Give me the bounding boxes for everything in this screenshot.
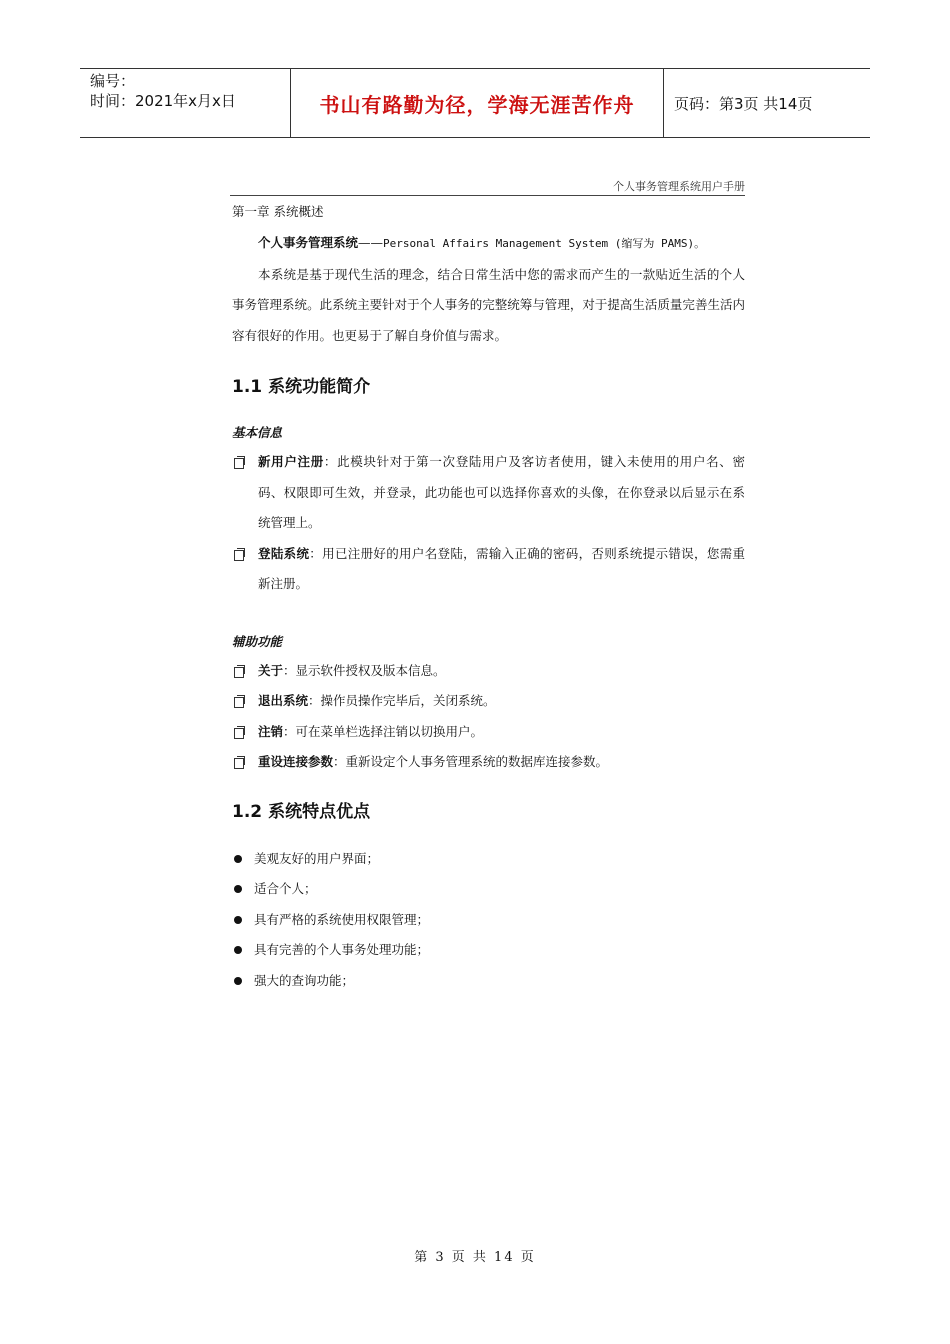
list-item <box>232 447 745 539</box>
page-footer: 第 3 页 共 14 页 <box>414 1250 536 1265</box>
feature-text: 美观友好的用户界面； <box>254 850 380 866</box>
feature-item <box>232 966 745 997</box>
item-label: 注销 <box>258 723 284 739</box>
feature-text: 具有完善的个人事务处理功能； <box>254 942 430 957</box>
item-label: 关于 <box>258 662 284 678</box>
checkbox-bullet-icon <box>234 697 244 708</box>
list-item <box>232 539 745 600</box>
bullet-dot-icon <box>234 977 242 985</box>
bullet-dot-icon <box>234 916 242 924</box>
section-heading-1-1 <box>232 375 745 399</box>
intro-dash: —— <box>358 235 384 250</box>
checkbox-bullet-icon <box>234 458 244 469</box>
section-heading-1-2 <box>232 800 745 824</box>
bullet-dot-icon <box>234 855 242 863</box>
feature-text: 适合个人； <box>254 881 317 896</box>
item-text: ：用已注册好的用户名登陆，需输入正确的密码，否则系统提示错误，您需重新注册。 <box>258 545 745 591</box>
feature-item <box>232 844 745 875</box>
document-header-table <box>80 68 870 138</box>
feature-text: 具有严格的系统使用权限管理； <box>254 911 430 927</box>
item-label: 重设连接参数 <box>258 754 334 769</box>
item-text: ：显示软件授权及版本信息。 <box>283 662 446 678</box>
list-item <box>232 686 745 717</box>
item-text: ：重新设定个人事务管理系统的数据库连接参数。 <box>333 754 609 769</box>
section-number: 1.2 <box>232 801 263 822</box>
aux-function-subheading: 辅助功能 <box>232 633 283 649</box>
bullet-dot-icon <box>234 946 242 954</box>
feature-text: 强大的查询功能； <box>254 972 355 988</box>
running-head-rule <box>230 195 745 196</box>
checkbox-bullet-icon <box>234 728 244 739</box>
section-title: 系统特点优点 <box>268 801 371 822</box>
aux-function-list <box>232 656 745 778</box>
intro-english-name: Personal Affairs Management System (缩写为 PAMS)。 <box>383 237 706 250</box>
header-motto: 书山有路勤为径，学海无涯苦作舟 <box>290 69 664 137</box>
header-left-cell <box>80 69 290 137</box>
intro-line <box>232 228 745 260</box>
list-item <box>232 717 745 748</box>
item-label: 新用户注册 <box>258 454 324 469</box>
item-label: 退出系统 <box>258 693 309 708</box>
running-head: 个人事务管理系统用户手册 <box>613 180 745 193</box>
feature-item <box>232 905 745 936</box>
intro-system-name: 个人事务管理系统 <box>258 235 359 250</box>
item-text: ：操作员操作完毕后，关闭系统。 <box>308 693 496 708</box>
section-number: 1.1 <box>232 377 263 397</box>
checkbox-bullet-icon <box>234 550 244 561</box>
item-text: ：此模块针对于第一次登陆用户及客访者使用，键入未使用的用户名、密码、权限即可生效，并登录，此功能也可以选择你喜欢的头像，在你登录以后显示在系统管理上。 <box>258 454 745 530</box>
bullet-dot-icon <box>234 885 242 893</box>
overview-paragraph: 本系统是基于现代生活的理念，结合日常生活中您的需求而产生的一款贴近生活的个人事务管理系统。此系统主要针对于个人事务的完整统筹与管理，对于提高生活质量完善生活内容有很好的作用。也更易于了解自身价值与需求。 <box>232 266 745 343</box>
feature-list <box>232 844 745 997</box>
list-item <box>232 656 745 687</box>
header-page-info: 页码：第3页 共14页 <box>674 94 813 113</box>
checkbox-bullet-icon <box>234 667 244 678</box>
checkbox-bullet-icon <box>234 758 244 769</box>
code-label: 编号： <box>90 72 136 90</box>
feature-item <box>232 935 745 966</box>
feature-item <box>232 874 745 905</box>
basic-info-list <box>232 447 745 600</box>
page-content <box>232 202 745 996</box>
time-label: 时间：2021年x月x日 <box>90 92 236 110</box>
section-title: 系统功能简介 <box>268 377 371 397</box>
basic-info-subheading: 基本信息 <box>232 425 283 440</box>
item-label: 登陆系统 <box>258 545 310 561</box>
list-item <box>232 747 745 778</box>
chapter-title: 第一章 系统概述 <box>232 204 324 219</box>
item-text: ：可在菜单栏选择注销以切换用户。 <box>283 723 484 739</box>
